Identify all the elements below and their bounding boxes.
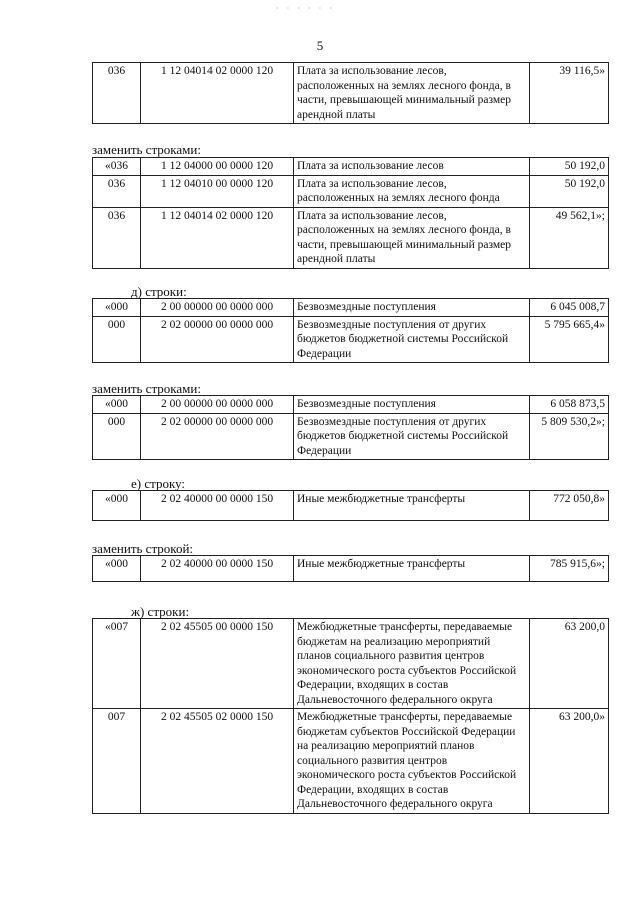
rows-table-zh <box>92 618 609 814</box>
amount: 5 809 530,2»; <box>530 413 609 460</box>
section-caption: ж) строки: <box>131 604 190 619</box>
income-name: Безвозмездные поступления от других бюджетов бюджетной системы Российской Федерации <box>294 316 530 363</box>
budget-class-code: 2 02 40000 00 0000 150 <box>141 556 294 582</box>
admin-code: 036 <box>93 63 141 124</box>
replacement-table <box>92 395 609 460</box>
section-caption: е) строку: <box>131 476 186 491</box>
budget-class-code: 1 12 04014 02 0000 120 <box>141 207 294 268</box>
amount: 6 045 008,7 <box>530 299 609 317</box>
admin-code: «000 <box>93 556 141 582</box>
admin-code: 007 <box>93 709 141 814</box>
budget-class-code: 2 00 00000 00 0000 000 <box>141 299 294 317</box>
budget-class-code: 1 12 04010 00 0000 120 <box>141 175 294 207</box>
amount: 6 058 873,5 <box>530 396 609 414</box>
income-name: Безвозмездные поступления <box>294 299 530 317</box>
amount: 63 200,0 <box>530 619 609 709</box>
amount: 63 200,0» <box>530 709 609 814</box>
income-name: Плата за использование лесов, расположенных на землях лесного фонда <box>294 175 530 207</box>
income-name: Межбюджетные трансферты, передаваемые бюджетам субъектов Российской Федерации на реализацию мероприятий планов социального развития центров экономического роста субъектов Российской Федерации, входящих в состав Дальневосточного федерального округа <box>294 709 530 814</box>
rows-table-d <box>92 298 609 363</box>
table-row <box>93 619 609 709</box>
amount: 772 050,8» <box>530 491 609 521</box>
budget-class-code: 1 12 04000 00 0000 120 <box>141 158 294 176</box>
table-row <box>93 556 609 582</box>
admin-code: «000 <box>93 299 141 317</box>
table-row <box>93 207 609 268</box>
income-name: Плата за использование лесов <box>294 158 530 176</box>
budget-class-code: 2 02 00000 00 0000 000 <box>141 316 294 363</box>
income-name: Иные межбюджетные трансферты <box>294 556 530 582</box>
budget-class-code: 2 02 45505 00 0000 150 <box>141 619 294 709</box>
table-row <box>93 413 609 460</box>
table-row <box>93 175 609 207</box>
income-name: Безвозмездные поступления <box>294 396 530 414</box>
admin-code: «007 <box>93 619 141 709</box>
table-row <box>93 491 609 521</box>
replacement-table <box>92 157 609 269</box>
section-caption: заменить строками: <box>92 381 201 396</box>
table-row <box>93 709 609 814</box>
section-caption: заменить строками: <box>92 142 201 157</box>
table-row <box>93 63 609 124</box>
scan-mark: · · · · · · <box>276 4 335 13</box>
page-number: 5 <box>316 38 324 53</box>
budget-class-code: 2 02 40000 00 0000 150 <box>141 491 294 521</box>
budget-class-code: 2 02 00000 00 0000 000 <box>141 413 294 460</box>
income-name: Плата за использование лесов, расположенных на землях лесного фонда, в части, превышающей минимальный размер арендной платы <box>294 207 530 268</box>
amount: 785 915,6»; <box>530 556 609 582</box>
admin-code: 036 <box>93 175 141 207</box>
income-name: Иные межбюджетные трансферты <box>294 491 530 521</box>
table-row <box>93 396 609 414</box>
row-table-e <box>92 490 609 521</box>
section-caption: д) строки: <box>131 284 187 299</box>
amount: 50 192,0 <box>530 175 609 207</box>
admin-code: «000 <box>93 491 141 521</box>
budget-class-code: 2 02 45505 02 0000 150 <box>141 709 294 814</box>
income-name: Плата за использование лесов, расположенных на землях лесного фонда, в части, превышающей минимальный размер арендной платы <box>294 63 530 124</box>
income-name: Безвозмездные поступления от других бюджетов бюджетной системы Российской Федерации <box>294 413 530 460</box>
table-row <box>93 316 609 363</box>
budget-class-code: 1 12 04014 02 0000 120 <box>141 63 294 124</box>
admin-code: «036 <box>93 158 141 176</box>
budget-table-continued <box>92 62 609 124</box>
admin-code: 000 <box>93 413 141 460</box>
income-name: Межбюджетные трансферты, передаваемые бюджетам на реализацию мероприятий планов социального развития центров экономического роста субъектов Российской Федерации, входящих в состав Дальневосточного федерального округа <box>294 619 530 709</box>
table-row <box>93 158 609 176</box>
amount: 39 116,5» <box>530 63 609 124</box>
admin-code: «000 <box>93 396 141 414</box>
section-caption: заменить строкой: <box>92 541 194 556</box>
budget-class-code: 2 00 00000 00 0000 000 <box>141 396 294 414</box>
amount: 50 192,0 <box>530 158 609 176</box>
amount: 5 795 665,4» <box>530 316 609 363</box>
replacement-table <box>92 555 609 582</box>
table-row <box>93 299 609 317</box>
amount: 49 562,1»; <box>530 207 609 268</box>
admin-code: 036 <box>93 207 141 268</box>
admin-code: 000 <box>93 316 141 363</box>
